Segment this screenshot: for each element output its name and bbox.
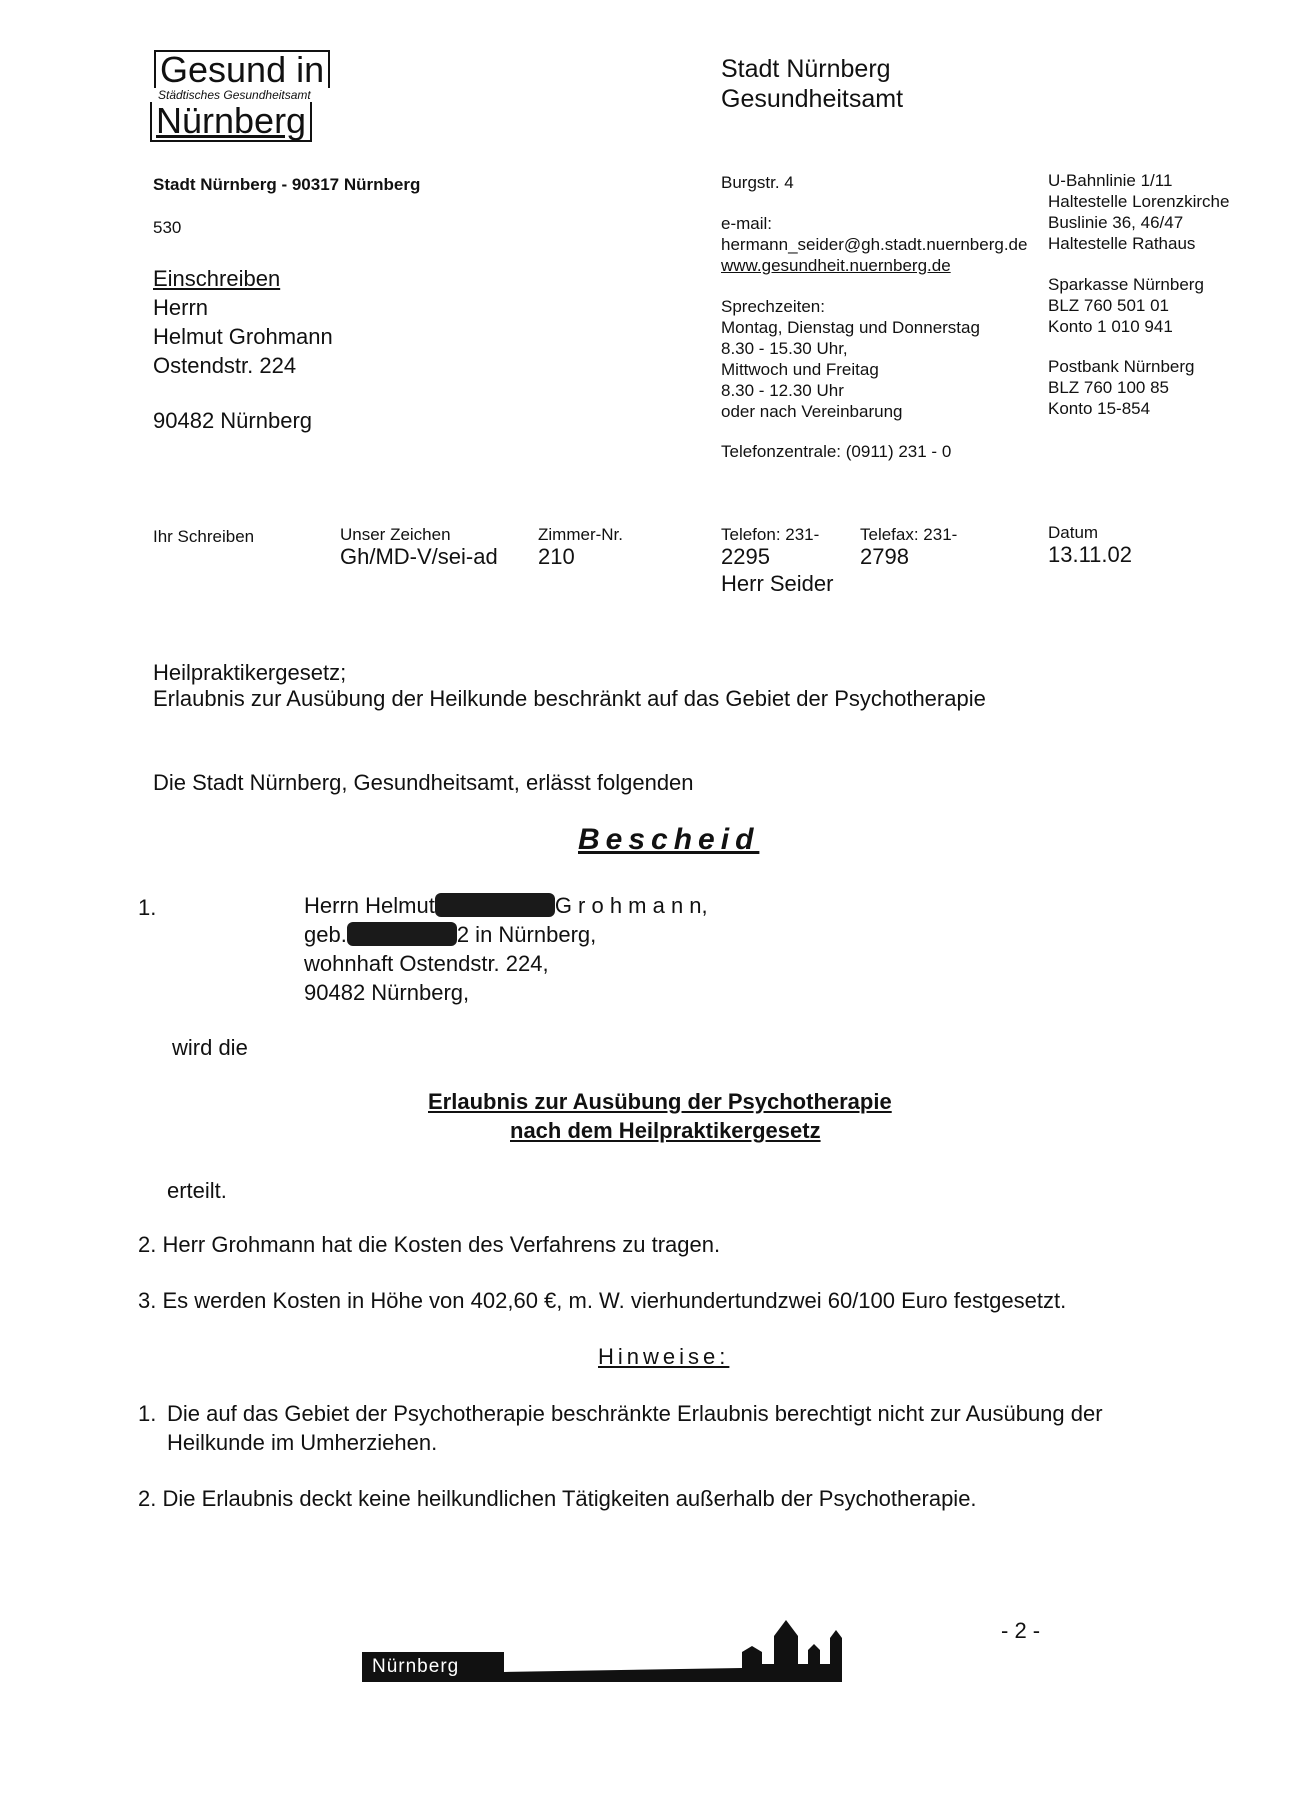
logo-line1: Gesund in (154, 50, 330, 88)
zimmer-value: 210 (538, 544, 575, 569)
item1-born-post: 2 in Nürnberg, (456, 922, 597, 947)
delivery-type: Einschreiben (153, 266, 281, 291)
bus-stop: Haltestelle Rathaus (1048, 234, 1196, 253)
item1-number: 1. (138, 895, 157, 920)
recipient-salutation: Herrn (153, 295, 209, 320)
website-link[interactable]: www.gesundheit.nuernberg.de (721, 256, 951, 275)
item1-born-pre: geb. (304, 922, 347, 947)
bank2-blz: BLZ 760 100 85 (1048, 378, 1169, 397)
hinweis1-line1: Die auf das Gebiet der Psychotherapie beschränkte Erlaubnis berechtigt nicht zur Ausübung der (167, 1401, 1103, 1426)
redaction-mark (347, 922, 457, 946)
telefon-label: Telefon: 231- (721, 525, 820, 544)
email-label: e-mail: (721, 214, 773, 233)
logo-subtitle: Städtisches Gesundheitsamt (158, 88, 311, 102)
hinweis1-line2: Heilkunde im Umherziehen. (167, 1430, 438, 1455)
hinweis1-number: 1. (138, 1401, 157, 1426)
return-address: Stadt Nürnberg - 90317 Nürnberg (153, 175, 421, 194)
file-code: 530 (153, 218, 182, 237)
item1-address1: wohnhaft Ostendstr. 224, (304, 951, 549, 976)
bank1-konto: Konto 1 010 941 (1048, 317, 1173, 336)
recipient-street: Ostendstr. 224 (153, 353, 297, 378)
subject-line1: Heilpraktikergesetz; (153, 660, 347, 685)
ihr-schreiben-label: Ihr Schreiben (153, 527, 255, 546)
bus-line: Buslinie 36, 46/47 (1048, 213, 1184, 232)
permit-line2: nach dem Heilpraktikergesetz (510, 1118, 821, 1143)
hinweise-title: Hinweise: (598, 1344, 730, 1369)
office-hours-line: 8.30 - 12.30 Uhr (721, 381, 844, 400)
footer-city-label: Nürnberg (362, 1652, 504, 1682)
datum-value: 13.11.02 (1048, 542, 1133, 567)
telefon-value: 2295 (721, 544, 770, 569)
subject-line2: Erlaubnis zur Ausübung der Heilkunde beschränkt auf das Gebiet der Psychotherapie (153, 686, 986, 711)
footer-nuernberg-banner (362, 1652, 912, 1682)
unser-zeichen-label: Unser Zeichen (340, 525, 451, 544)
item2-text: 2. Herr Grohmann hat die Kosten des Verfahrens zu tragen. (138, 1232, 721, 1257)
recipient-name: Helmut Grohmann (153, 324, 333, 349)
item1-name-post: G r o h m a n n, (554, 893, 708, 918)
bank1-name: Sparkasse Nürnberg (1048, 275, 1204, 294)
datum-label: Datum (1048, 523, 1099, 542)
phone-central: Telefonzentrale: (0911) 231 - 0 (721, 442, 952, 461)
item1-name-line (304, 892, 708, 920)
item3-text: 3. Es werden Kosten in Höhe von 402,60 €, m. W. vierhundertundzwei 60/100 Euro festgesetzt. (138, 1288, 1067, 1313)
hinweis2-text: 2. Die Erlaubnis deckt keine heilkundlichen Tätigkeiten außerhalb der Psychotherapie. (138, 1486, 977, 1511)
office-hours-line: oder nach Vereinbarung (721, 402, 903, 421)
logo-line2: Nürnberg (150, 102, 312, 142)
contact-street: Burgstr. 4 (721, 173, 794, 192)
office-hours-line: Mittwoch und Freitag (721, 360, 879, 379)
erteilt: erteilt. (167, 1178, 227, 1203)
authority-department: Gesundheitsamt (721, 85, 904, 113)
email-link[interactable]: hermann_seider@gh.stadt.nuernberg.de (721, 235, 1028, 254)
ubahn-stop: Haltestelle Lorenzkirche (1048, 192, 1230, 211)
item1-name-pre: Herrn Helmut (304, 893, 435, 918)
item1-born-line (304, 921, 596, 949)
telefax-label: Telefax: 231- (860, 525, 958, 544)
telefax-value: 2798 (860, 544, 909, 569)
bank2-konto: Konto 15-854 (1048, 399, 1151, 418)
unser-zeichen-value: Gh/MD-V/sei-ad (340, 544, 498, 569)
contact-person: Herr Seider (721, 571, 834, 596)
authority-name: Stadt Nürnberg (721, 55, 891, 83)
wird-die: wird die (172, 1035, 248, 1060)
office-hours-line: 8.30 - 15.30 Uhr, (721, 339, 848, 358)
document-title: Bescheid (578, 823, 760, 856)
item1-address2: 90482 Nürnberg, (304, 980, 470, 1005)
bank1-blz: BLZ 760 501 01 (1048, 296, 1169, 315)
intro-text: Die Stadt Nürnberg, Gesundheitsamt, erlässt folgenden (153, 770, 694, 795)
bank2-name: Postbank Nürnberg (1048, 357, 1195, 376)
redaction-mark (435, 893, 555, 917)
page-number: - 2 - (1001, 1618, 1041, 1643)
recipient-city: 90482 Nürnberg (153, 408, 313, 433)
zimmer-label: Zimmer-Nr. (538, 525, 623, 544)
office-hours-line: Montag, Dienstag und Donnerstag (721, 318, 980, 337)
office-hours-label: Sprechzeiten: (721, 297, 825, 316)
permit-line1: Erlaubnis zur Ausübung der Psychotherapie (428, 1089, 892, 1114)
ubahn-line: U-Bahnlinie 1/11 (1048, 171, 1173, 190)
gesund-in-nuernberg-logo (150, 50, 345, 142)
